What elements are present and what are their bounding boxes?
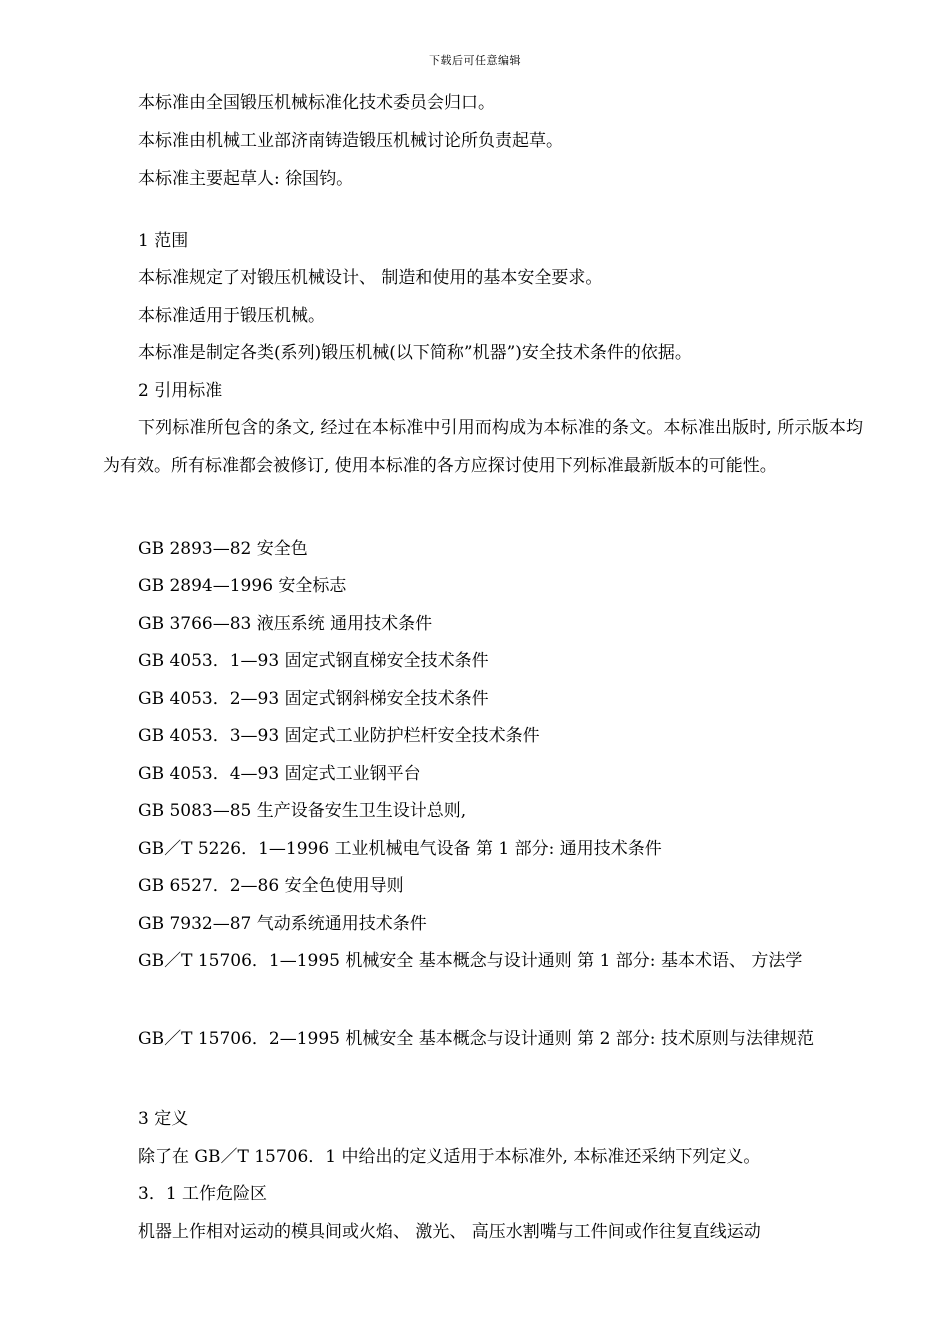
reference-item: GB 2893—82 安全色: [138, 539, 308, 559]
reference-item: GB 5083—85 生产设备安生卫生设计总则,: [138, 801, 467, 821]
reference-item: GB 3766—83 液压系统 通用技术条件: [138, 614, 433, 634]
section-3-1-paragraph: 机器上作相对运动的模具间或火焰、 激光、 高压水割嘴与工件间或作往复直线运动: [138, 1222, 761, 1242]
reference-item: GB 6527．2—86 安全色使用导则: [138, 876, 404, 896]
section-1-paragraph-1: 本标准规定了对锻压机械设计、 制造和使用的基本安全要求。: [138, 268, 603, 288]
intro-line-2: 本标准由机械工业部济南铸造锻压机械讨论所负责起草。: [138, 131, 563, 151]
section-3-paragraph: 除了在 GB／T 15706．1 中给出的定义适用于本标准外, 本标准还采纳下列定义。: [138, 1147, 761, 1167]
reference-item: GB 4053．2—93 固定式钢斜梯安全技术条件: [138, 689, 489, 709]
section-2-heading: 2 引用标准: [138, 381, 223, 401]
header-note: 下载后可任意编辑: [429, 54, 521, 67]
reference-item: GB 4053．1—93 固定式钢直梯安全技术条件: [138, 651, 489, 671]
section-1-paragraph-2: 本标准适用于锻压机械。: [138, 306, 325, 326]
reference-item: GB 2894—1996 安全标志: [138, 576, 347, 596]
reference-item: GB 4053．3—93 固定式工业防护栏杆安全技术条件: [138, 726, 540, 746]
reference-item: GB 4053．4—93 固定式工业钢平台: [138, 764, 421, 784]
section-1-heading: 1 范围: [138, 231, 189, 251]
intro-line-3: 本标准主要起草人: 徐国钧。: [138, 169, 354, 189]
section-1-paragraph-3: 本标准是制定各类(系列)锻压机械(以下简称”机器”)安全技术条件的依据。: [138, 343, 692, 363]
section-3-1-heading: 3．1 工作危险区: [138, 1184, 268, 1204]
section-2-paragraph: 下列标准所包含的条文, 经过在本标准中引用而构成为本标准的条文。本标准出版时, 所示版本均为有效。所有标准都会被修订, 使用本标准的各方应探讨使用下列标准最新版本的可能性。: [103, 418, 863, 476]
reference-item-long: GB／T 15706．1—1995 机械安全 基本概念与设计通则 第 1 部分: 基本术语、 方法学: [138, 951, 803, 971]
section-3-heading: 3 定义: [138, 1109, 189, 1129]
reference-item: GB／T 5226．1—1996 工业机械电气设备 第 1 部分: 通用技术条件: [138, 839, 662, 859]
reference-item-long: GB／T 15706．2—1995 机械安全 基本概念与设计通则 第 2 部分: 技术原则与法律规范: [138, 1029, 814, 1049]
intro-line-1: 本标准由全国锻压机械标准化技术委员会归口。: [138, 93, 495, 113]
reference-item: GB 7932—87 气动系统通用技术条件: [138, 914, 427, 934]
